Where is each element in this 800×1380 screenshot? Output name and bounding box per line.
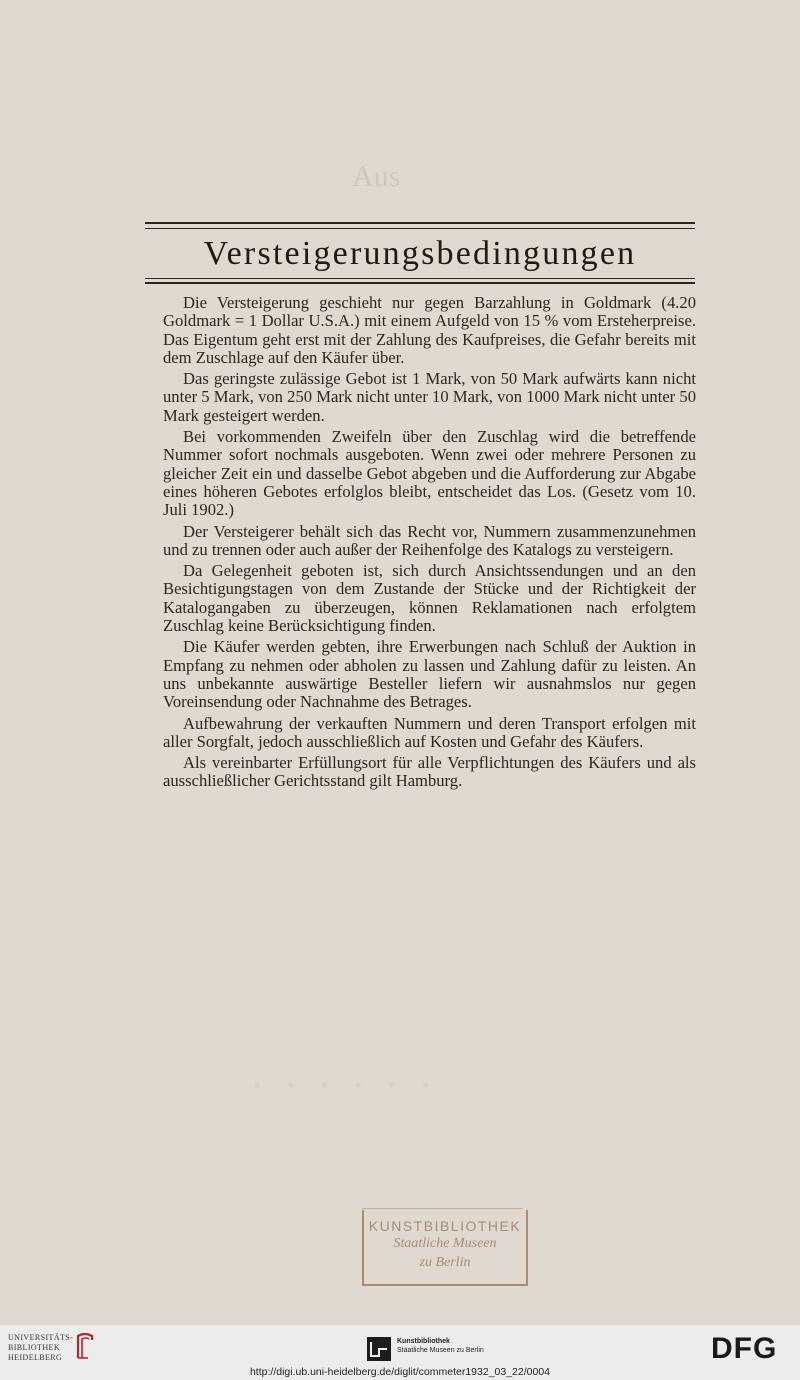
stamp-line-2: Staatliche Museen: [393, 1236, 497, 1251]
paragraph: Die Versteigerung geschieht nur gegen Barzahlung in Goldmark (4.20 Goldmark = 1 Dollar U.S.A.) mit einem Aufgeld von 15 % vom Ersteherpreise. Das Eigentum geht erst mit der Zahlung des Kaufpreises, die Gefahr bereits mit dem Zuschlage auf den Käufer über.: [163, 293, 696, 367]
library-stamp: [362, 1210, 528, 1286]
paragraph: Bei vorkommenden Zweifeln über den Zuschlag wird die betreffende Nummer sofort nochmals ausgeboten. Wenn zwei oder mehrere Personen zu gleicher Zeit ein und dasselbe Gebot abgeben und die Aufforderung zur Abgabe eines höheren Gebotes erfolglos bleibt, entscheidet das Los. (Gesetz vom 10. Juli 1902.): [163, 427, 696, 520]
kunstbibliothek-label[interactable]: [397, 1337, 484, 1355]
show-through-text: Aus: [352, 160, 401, 193]
university-library-logo-text[interactable]: [8, 1333, 73, 1363]
permalink-url[interactable]: http://digi.ub.uni-heidelberg.de/diglit/commeter1932_03_22/0004: [249, 1366, 551, 1378]
university-seal-icon[interactable]: [74, 1330, 96, 1362]
paragraph: Als vereinbarter Erfüllungsort für alle Verpflichtungen des Käufers und als ausschließlicher Gerichtsstand gilt Hamburg.: [163, 753, 696, 791]
paragraph: Das geringste zulässige Gebot ist 1 Mark, von 50 Mark aufwärts kann nicht unter 5 Mark, von 250 Mark nicht unter 10 Mark, von 1000 Mark nicht unter 50 Mark gesteigert werden.: [163, 369, 696, 425]
paragraph: Der Versteigerer behält sich das Recht vor, Nummern zusammenzunehmen und zu trennen oder auch außer der Reihenfolge des Katalogs zu versteigern.: [163, 521, 696, 559]
kb-title: Kunstbibliothek: [397, 1338, 450, 1345]
paragraph: Da Gelegenheit geboten ist, sich durch Ansichtssendungen und an den Besichtigungstagen von dem Zustande der Stücke und der Richtigkeit der Katalogangaben zu überzeugen, können Reklamationen nach erfolgtem Zuschlag keine Berücksichtigung finden.: [163, 561, 696, 636]
top-rule-thin: [145, 228, 695, 229]
stamp-top-edge: [362, 1208, 522, 1209]
kb-subtitle: Staatliche Museen zu Berlin: [397, 1347, 484, 1354]
bottom-rule-thin: [145, 278, 695, 279]
page-heading: Versteigerungsbedingungen: [203, 235, 637, 272]
paragraph: Die Käufer werden gebten, ihre Erwerbungen nach Schluß der Auktion in Empfang zu nehmen oder abholen zu lassen und Zahlung dafür zu leisten. An uns unbekannte auswärtige Besteller liefern wir ausnahmslos nur gegen Voreinsendung oder Nachnahme des Betrages.: [163, 637, 696, 712]
top-rule-thick: [145, 222, 695, 224]
paragraph: Aufbewahrung der verkauften Nummern und deren Transport erfolgen mit aller Sorgfalt, jedoch ausschließlich auf Kosten und Gefahr des Käufers.: [163, 713, 696, 751]
university-line: BIBLIOTHEK: [8, 1343, 60, 1352]
conditions-text: [163, 294, 696, 794]
university-line: HEIDELBERG: [8, 1353, 63, 1362]
bottom-rule-thick: [145, 282, 695, 284]
kunstbibliothek-logo-icon[interactable]: [367, 1337, 391, 1361]
show-through-text: · · · · · ·: [250, 1061, 437, 1110]
stamp-line-1: KUNSTBIBLIOTHEK: [368, 1218, 522, 1234]
stamp-line-3: zu Berlin: [419, 1255, 471, 1270]
university-line: UNIVERSITÄTS-: [8, 1333, 74, 1342]
dfg-logo[interactable]: DFG: [711, 1332, 778, 1365]
